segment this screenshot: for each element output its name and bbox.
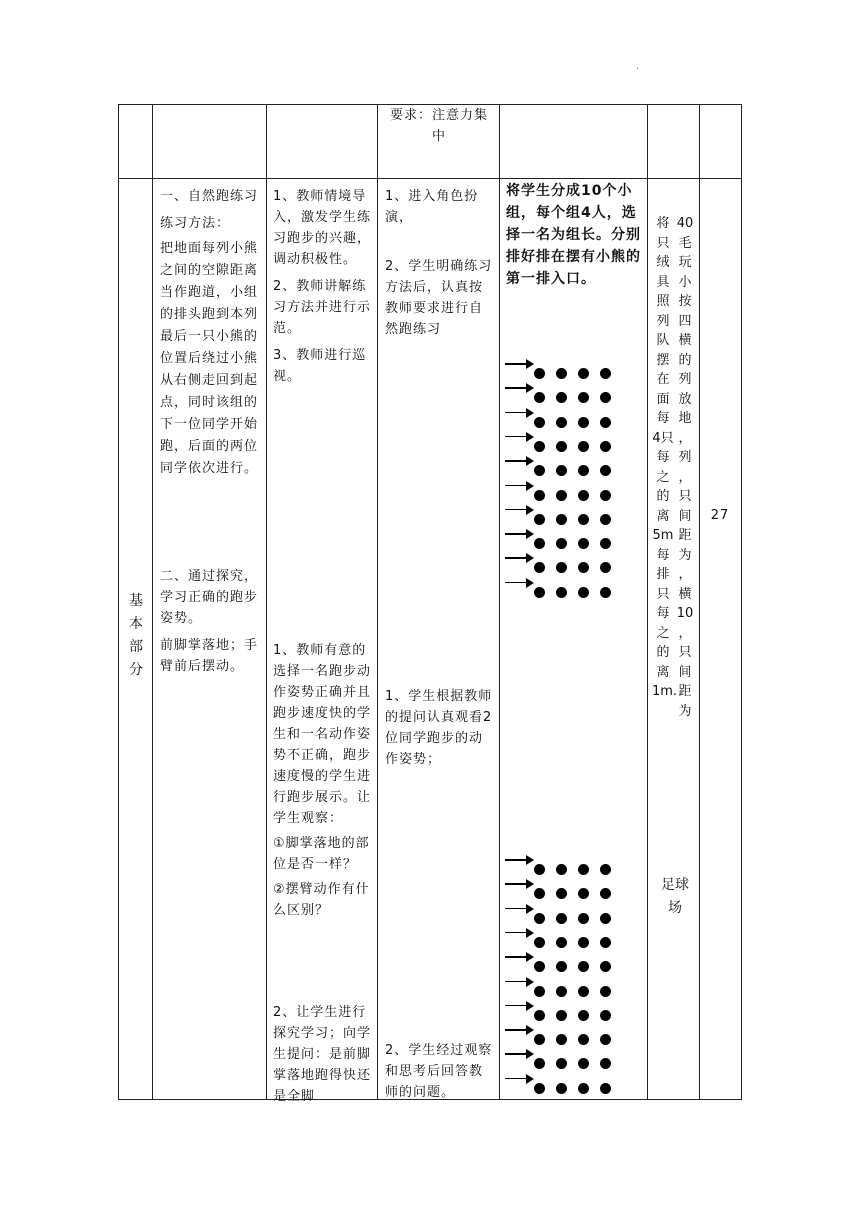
student-column-3 <box>385 1040 493 1103</box>
teacher-step-7: 2、让学生进行探究学习；向学生提问：是前脚掌落地跑得快还是全脚 <box>273 1005 372 1104</box>
formation-row <box>505 878 645 892</box>
equipment-char: 毛 <box>678 235 692 251</box>
page-mark: . <box>636 62 639 72</box>
equipment-right-column <box>674 214 696 721</box>
student-step-2: 2、学生明确练习方法后，认真按教师要求进行自然跑练习 <box>385 259 493 337</box>
formation-dot <box>578 514 589 525</box>
formation-arrow <box>505 1024 535 1036</box>
teacher-step-6: ②摆臂动作有什么区别？ <box>273 882 370 918</box>
formation-dot <box>578 490 589 501</box>
col-line-0 <box>118 104 119 1100</box>
formation-row <box>505 1000 645 1014</box>
equipment-char: 列 <box>678 372 692 387</box>
formation-row <box>505 1024 645 1038</box>
equipment-char: 摆 <box>656 352 670 368</box>
formation-row <box>505 976 645 990</box>
formation-row <box>505 480 645 494</box>
teacher-step-4: 1、教师有意的选择一名跑步动作姿势正确并且跑步速度快的学生和一名动作姿势不正确，跑步速度慢的学生进行跑步展示。让学生观察： <box>273 643 372 826</box>
formation-dot <box>600 587 611 598</box>
formation-arrow <box>505 382 535 394</box>
formation-row <box>505 854 645 868</box>
formation-dot <box>556 986 567 997</box>
formation-dot <box>600 937 611 948</box>
equipment-char: ， <box>678 430 692 446</box>
formation-dot <box>556 368 567 379</box>
equipment-char: 40 <box>676 216 694 231</box>
formation-arrow <box>505 903 535 915</box>
formation-dot <box>556 864 567 875</box>
section-label-char: 本 <box>129 616 143 632</box>
formation-row <box>505 903 645 917</box>
equipment-char: 的 <box>678 352 692 368</box>
item1-title: 一、自然跑练习 <box>160 189 259 204</box>
equipment-char: 为 <box>678 703 692 719</box>
teacher-step-3: 3、教师进行巡视。 <box>273 348 367 384</box>
equipment-char: 队 <box>656 333 670 348</box>
equipment-char: 之 <box>656 469 670 485</box>
formation-dot <box>578 1010 589 1021</box>
formation-dot <box>534 937 545 948</box>
formation-dot <box>534 417 545 428</box>
formation-row <box>505 1048 645 1062</box>
formation-arrow <box>505 1048 535 1060</box>
equipment-char: 列 <box>656 313 670 329</box>
formation-dot <box>578 368 589 379</box>
equipment-char: 距 <box>678 684 692 699</box>
equipment-char: 按 <box>678 294 692 309</box>
col-line-1 <box>152 104 153 1100</box>
formation-arrow <box>505 927 535 939</box>
equipment-char: 照 <box>656 294 670 309</box>
formation-dot <box>534 986 545 997</box>
formation-dot <box>534 864 545 875</box>
section-label-char: 分 <box>129 662 143 678</box>
formation-row <box>505 431 645 445</box>
equipment-char: 地 <box>678 411 692 426</box>
formation-dot <box>534 441 545 452</box>
formation-dot <box>600 1083 611 1094</box>
formation-arrow <box>505 577 535 589</box>
formation-arrow <box>505 358 535 370</box>
teacher-step-5: ①脚掌落地的部位是否一样？ <box>273 836 370 872</box>
formation-dot <box>600 1010 611 1021</box>
section-label <box>126 590 146 682</box>
formation-dot <box>534 587 545 598</box>
equipment-char: 离 <box>656 664 670 680</box>
col-line-6 <box>699 104 700 1100</box>
teacher-column-3 <box>273 1002 371 1107</box>
formation-dot <box>534 1083 545 1094</box>
table-row-divider <box>118 178 742 179</box>
equipment-char: 每 <box>656 450 670 465</box>
equipment-char: 只 <box>678 645 692 660</box>
equipment-char: 只 <box>656 586 670 602</box>
time-value: 27 <box>710 508 730 523</box>
formation-dot <box>578 441 589 452</box>
formation-dot <box>534 368 545 379</box>
formation-dot <box>578 864 589 875</box>
formation-arrow <box>505 528 535 540</box>
equipment-char: 1m. <box>652 684 678 699</box>
equipment-char: 列 <box>678 450 692 465</box>
equipment-left-column <box>652 214 678 702</box>
equipment-char: 每 <box>656 606 670 621</box>
equipment-char: 放 <box>678 391 692 407</box>
formation-row <box>505 577 645 591</box>
formation-dot <box>600 417 611 428</box>
formation-arrow <box>505 854 535 866</box>
teacher-column <box>273 186 371 387</box>
formation-dot <box>556 587 567 598</box>
formation-arrow <box>505 407 535 419</box>
student-step-1: 1、进入角色扮演， <box>385 189 479 225</box>
formation-dot <box>534 514 545 525</box>
formation-row <box>505 382 645 396</box>
organization-text: 将学生分成10个小组，每个组4人，选择一名为组长。分别排好排在摆有小熊的第一排入口。 <box>506 183 641 287</box>
equipment-char: 小 <box>678 274 692 290</box>
formation-row <box>505 927 645 941</box>
equipment-char: 之 <box>656 625 670 641</box>
equipment-char: 的 <box>656 645 670 660</box>
formation-dot <box>534 1010 545 1021</box>
section-label-char: 部 <box>129 639 143 655</box>
equipment-char: ， <box>678 469 692 485</box>
equipment-char: 四 <box>678 313 692 329</box>
formation-row <box>505 407 645 421</box>
content-column-2 <box>160 566 260 677</box>
formation-row <box>505 1073 645 1087</box>
formation-arrow <box>505 878 535 890</box>
formation-dot <box>556 514 567 525</box>
equipment-char: 在 <box>656 372 670 387</box>
formation-arrow <box>505 1073 535 1085</box>
equipment-char: 4只 <box>652 430 674 446</box>
equipment-char: 为 <box>678 547 692 563</box>
equipment-char: 玩 <box>678 255 692 270</box>
item1-method: 把地面每列小熊之间的空隙距离当作跑道，小组的排头跑到本列最后一只小熊的位置后绕过小熊从右侧走回到起点，同时该组的下一位同学开始跑，后面的两位同学依次进行。 <box>160 241 259 476</box>
formation-dot <box>600 368 611 379</box>
col-line-5 <box>647 104 648 1100</box>
formation-dot <box>600 441 611 452</box>
formation-arrow <box>505 1000 535 1012</box>
formation-dot <box>556 937 567 948</box>
venue-label <box>655 874 695 920</box>
teacher-step-1: 1、教师情境导入，激发学生练习跑步的兴趣，调动积极性。 <box>273 189 372 267</box>
equipment-char: 横 <box>678 586 692 602</box>
venue-text: 足球场 <box>661 877 689 916</box>
equipment-char: ， <box>678 625 692 641</box>
formation-arrow <box>505 976 535 988</box>
formation-dot <box>578 937 589 948</box>
section-label-char: 基 <box>129 593 143 609</box>
formation-row <box>505 358 645 372</box>
teacher-step-2: 2、教师讲解练习方法并进行示范。 <box>273 279 372 336</box>
col-line-7 <box>741 104 742 1100</box>
formation-dot <box>578 986 589 997</box>
formation-arrow <box>505 455 535 467</box>
requirement-text: 要求：注意力集中 <box>389 108 488 144</box>
col-line-3 <box>377 104 378 1100</box>
equipment-char: 横 <box>678 333 692 348</box>
formation-dot <box>556 1010 567 1021</box>
content-column <box>160 186 260 480</box>
formation-row <box>505 552 645 566</box>
equipment-char: 间 <box>678 664 692 680</box>
item2-title: 二、通过探究，学习正确的跑步姿势。 <box>160 569 259 626</box>
formation-row <box>505 528 645 542</box>
student-column-2 <box>385 686 493 770</box>
formation-dot <box>556 441 567 452</box>
equipment-char: 每 <box>656 547 670 563</box>
formation-dot <box>600 514 611 525</box>
col-line-4 <box>499 104 500 1100</box>
item2-key: 前脚掌落地；手臂前后摆动。 <box>160 638 259 674</box>
formation-dot <box>556 913 567 924</box>
formation-arrow <box>505 951 535 963</box>
equipment-char: 绒 <box>656 255 670 270</box>
formation-dot <box>556 1083 567 1094</box>
equipment-char: 具 <box>656 274 670 290</box>
formation-arrow <box>505 480 535 492</box>
formation-dot <box>578 913 589 924</box>
student-column <box>385 186 493 340</box>
formation-dot <box>578 1083 589 1094</box>
formation-dot <box>534 913 545 924</box>
equipment-char: 将 <box>656 216 670 231</box>
formation-dot <box>556 490 567 501</box>
formation-dot <box>600 913 611 924</box>
formation-dot <box>600 864 611 875</box>
formation-arrow <box>505 504 535 516</box>
formation-arrow <box>505 431 535 443</box>
student-step-3: 1、学生根据教师的提问认真观看2位同学跑步的动作姿势； <box>385 689 493 767</box>
teacher-column-2 <box>273 640 371 921</box>
equipment-char: 每 <box>656 411 670 426</box>
equipment-char: 5m <box>652 528 674 543</box>
formation-row <box>505 504 645 518</box>
formation-dot <box>600 490 611 501</box>
equipment-char: 只 <box>656 235 670 251</box>
formation-row <box>505 455 645 469</box>
formation-dot <box>600 986 611 997</box>
equipment-char: 面 <box>656 391 670 407</box>
equipment-char: 距 <box>678 528 692 543</box>
formation-arrow <box>505 552 535 564</box>
equipment-char: 10 <box>676 606 694 621</box>
equipment-char: 的 <box>656 489 670 504</box>
student-step-4: 2、学生经过观察和思考后回答教师的问题。 <box>385 1043 493 1100</box>
item1-method-label: 练习方法： <box>160 216 231 231</box>
formation-dot <box>578 587 589 598</box>
col-line-2 <box>266 104 267 1100</box>
formation-dot <box>534 490 545 501</box>
formation-dot <box>578 417 589 428</box>
equipment-char: ， <box>678 567 692 582</box>
equipment-char: 只 <box>678 489 692 504</box>
equipment-char: 离 <box>656 508 670 524</box>
equipment-char: 排 <box>656 567 670 582</box>
formation-row <box>505 951 645 965</box>
formation-dot <box>556 417 567 428</box>
equipment-char: 间 <box>678 508 692 524</box>
